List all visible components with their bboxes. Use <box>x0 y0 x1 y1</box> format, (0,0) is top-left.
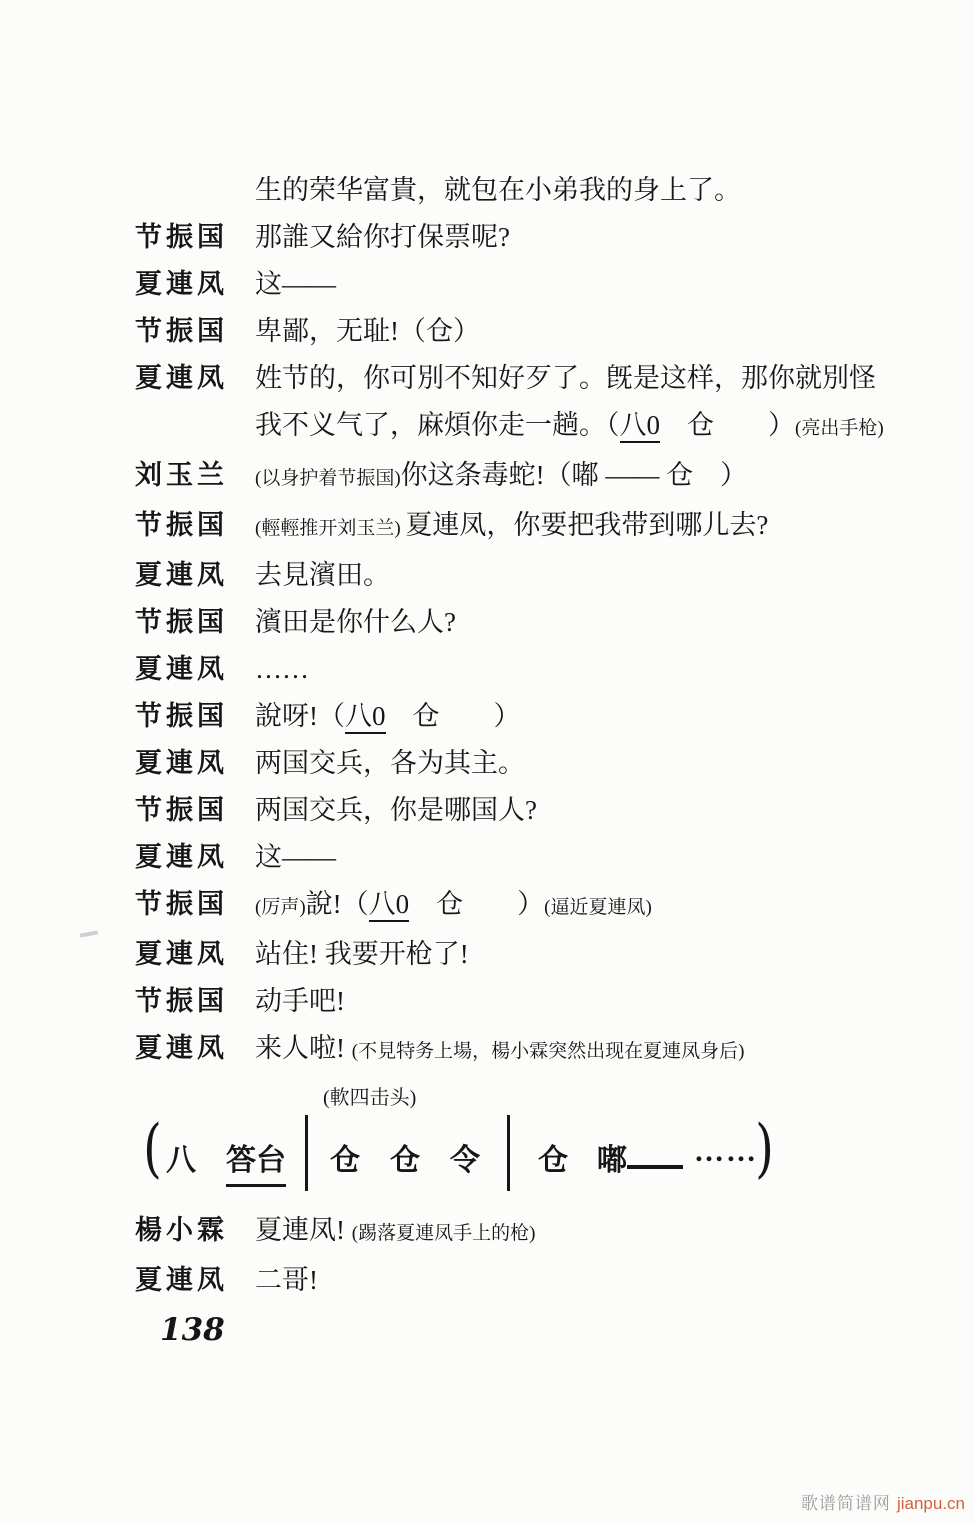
speaker-label: 节振国 <box>135 222 228 252</box>
percussion-underlined-segment: 八0 <box>369 889 410 922</box>
dialogue-text <box>255 740 955 787</box>
script-line <box>0 167 974 214</box>
dialogue-segment: 卑鄙，无耻!（仓） <box>255 316 480 346</box>
dialogue-segment: 站住! 我要开枪了! <box>255 939 469 969</box>
script-line <box>0 502 974 552</box>
dialogue-segment: 姓节的，你可別不知好歹了。旣是这样，那你就別怪 <box>255 363 876 393</box>
script-line <box>0 452 974 502</box>
script-line <box>0 787 974 834</box>
speaker-label: 夏連凤 <box>135 269 228 299</box>
stage-direction: (亮出手枪) <box>795 418 884 439</box>
script-line <box>0 261 974 308</box>
script-line <box>0 1257 974 1304</box>
speaker-label: 节振国 <box>135 701 228 731</box>
dialogue-text <box>255 214 955 261</box>
stage-direction: (以身护着节振国) <box>255 468 401 489</box>
dialogue-segment: 濱田是你什么人? <box>255 607 456 637</box>
speaker-label: 节振国 <box>135 316 228 346</box>
dialogue-text <box>255 646 955 693</box>
speaker-label: 夏連凤 <box>135 748 228 778</box>
dialogue-text <box>255 693 955 740</box>
script-line <box>0 1207 974 1257</box>
dialogue-segment: 生的荣华富貴，就包在小弟我的身上了。 <box>255 175 741 205</box>
dialogue-segment: 說!（ <box>305 889 369 919</box>
dialogue-segment: 二哥! <box>255 1265 318 1295</box>
watermark-site-url: jianpu.cn <box>896 1494 965 1513</box>
notation-syllable: 令 <box>450 1144 480 1177</box>
script-line <box>0 740 974 787</box>
speaker-label: 节振国 <box>135 510 228 540</box>
speaker-label: 夏連凤 <box>135 363 228 393</box>
dialogue-segment: 我不义气了，麻煩你走一趟。（ <box>255 410 620 440</box>
dialogue-text <box>255 978 955 1025</box>
speaker-label: 夏連凤 <box>135 842 228 872</box>
dialogue-block-before-notation <box>0 167 974 1075</box>
notation-syllable: 仓 <box>538 1144 568 1177</box>
script-line <box>0 214 974 261</box>
script-line <box>0 646 974 693</box>
watermark <box>801 1489 965 1514</box>
dialogue-block-after-notation <box>0 1207 974 1304</box>
notation-ellipsis: …… <box>694 1135 758 1168</box>
dialogue-text <box>255 1207 955 1257</box>
speaker-label: 夏連凤 <box>135 654 228 684</box>
dialogue-segment: 那誰又給你打保票呢? <box>255 222 510 252</box>
notation-parenthesis: ) <box>755 1112 774 1186</box>
dialogue-text <box>255 308 955 355</box>
speaker-label: 夏連凤 <box>135 560 228 590</box>
notation-syllable: 仓 <box>330 1144 360 1177</box>
page-number: 138 <box>160 1312 225 1348</box>
dialogue-text <box>255 261 955 308</box>
percussion-underlined-segment: 八0 <box>620 410 661 443</box>
stage-direction: (逼近夏連凤) <box>544 897 652 918</box>
script-line <box>0 599 974 646</box>
dialogue-text <box>255 452 955 502</box>
dialogue-text <box>255 502 955 552</box>
dialogue-segment: 两国交兵，你是哪国人? <box>255 795 537 825</box>
speaker-label: 节振国 <box>135 986 228 1016</box>
dialogue-segment: 这—— <box>255 842 336 872</box>
notation-sustain-dash <box>627 1165 683 1169</box>
dialogue-segment: 夏連凤，你要把我带到哪儿去? <box>405 510 769 540</box>
speaker-label: 夏連凤 <box>135 1265 228 1295</box>
dialogue-segment: 你这条毒蛇!（嘟 —— 仓 ） <box>400 460 748 490</box>
script-line <box>0 931 974 978</box>
dialogue-segment: 去見濱田。 <box>255 560 390 590</box>
dialogue-text <box>255 355 955 452</box>
notation-parenthesis: ( <box>143 1112 162 1186</box>
stage-direction: (踢落夏連凤手上的枪) <box>351 1223 536 1244</box>
speaker-label: 节振国 <box>135 607 228 637</box>
stage-direction: (輕輕推开刘玉兰) <box>255 518 406 539</box>
script-line <box>0 308 974 355</box>
speaker-label: 楊小霖 <box>135 1215 228 1245</box>
dialogue-segment: 来人啦! <box>255 1033 352 1063</box>
percussion-notation-line <box>0 1113 974 1201</box>
script-line <box>0 978 974 1025</box>
dialogue-segment: …… <box>255 654 309 684</box>
notation-syllable: 答台 <box>226 1135 286 1187</box>
percussion-pattern-title: (軟四击头) <box>323 1087 417 1109</box>
stage-direction: (厉声) <box>255 897 306 918</box>
dialogue-text <box>255 1257 955 1304</box>
speaker-label: 夏連凤 <box>135 939 228 969</box>
dialogue-segment: 夏連凤! <box>255 1215 352 1245</box>
dialogue-segment: 仓 ） <box>660 410 795 440</box>
script-line <box>0 881 974 931</box>
script-content <box>0 167 974 1350</box>
notation-syllable: 仓 <box>390 1144 420 1177</box>
percussion-underlined-segment: 八0 <box>345 701 386 734</box>
dialogue-segment: 这—— <box>255 269 336 299</box>
dialogue-text <box>255 1025 955 1075</box>
speaker-label: 节振国 <box>135 889 228 919</box>
watermark-site-name: 歌谱简谱网 <box>800 1494 891 1513</box>
notation-syllable: 嘟 <box>597 1144 627 1177</box>
dialogue-text <box>255 787 955 834</box>
dialogue-text <box>255 599 955 646</box>
script-line <box>0 834 974 881</box>
notation-barline <box>507 1115 510 1191</box>
script-line <box>0 1025 974 1075</box>
dialogue-text <box>255 931 955 978</box>
speaker-label: 刘玉兰 <box>135 460 228 490</box>
notation-syllable: 八 <box>166 1144 196 1177</box>
script-line <box>0 552 974 599</box>
dialogue-segment: 說呀!（ <box>255 701 345 731</box>
script-line <box>0 355 974 452</box>
dialogue-segment: 仓 ） <box>409 889 545 919</box>
dialogue-segment: 两国交兵，各为其主。 <box>255 748 525 778</box>
dialogue-segment: 仓 ） <box>385 701 521 731</box>
dialogue-text <box>255 167 955 214</box>
dialogue-text <box>255 834 955 881</box>
speaker-label: 夏連凤 <box>135 1033 228 1063</box>
script-line <box>0 693 974 740</box>
dialogue-text <box>255 881 955 931</box>
dialogue-text <box>255 552 955 599</box>
dialogue-segment: 动手吧! <box>255 986 345 1016</box>
speaker-label: 节振国 <box>135 795 228 825</box>
stage-direction: (不見特务上場，楊小霖突然出现在夏連凤身后) <box>351 1041 745 1062</box>
notation-barline <box>305 1115 308 1191</box>
